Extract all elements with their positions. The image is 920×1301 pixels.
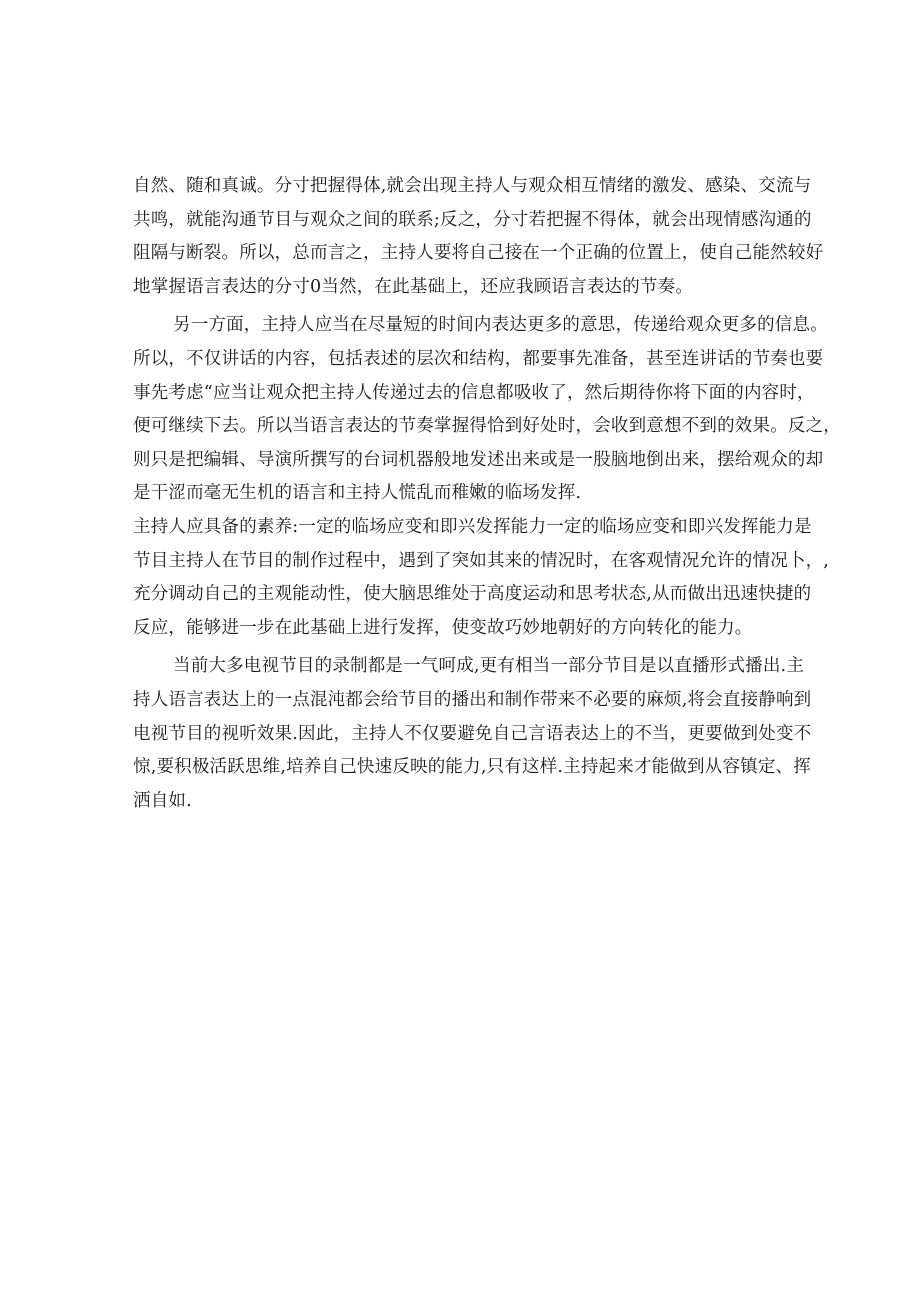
text-line: 反应，能够进一步在此基础上进行发挥，使变故巧妙地朝好的方向转化的能力。 bbox=[133, 617, 753, 638]
text-line: 节目主持人在节目的制作过程中，遇到了突如其来的情况时，在客观情况允许的情况卜，, bbox=[133, 550, 830, 571]
paragraph-3 bbox=[133, 511, 830, 645]
text-line: 惊,要积极活跃思维,培养自己快速反映的能力,只有这样.主持起来才能做到从容镇定、挥 bbox=[133, 757, 811, 778]
text-line: 电视节目的视听效果.因此，主持人不仅要避免自己言语表达上的不当，更要做到处变不 bbox=[133, 723, 812, 744]
text-line: 所以，不仅讲话的内容，包括表述的层次和结构，都要事先准备，甚至连讲话的节奏也要 bbox=[133, 348, 824, 369]
text-line: 阻隔与断裂。所以，总而言之，主持人要将自己接在一个正确的位置上，使自己能然较好 bbox=[133, 243, 824, 264]
text-line: 持人语言表达上的一点混沌都会给节目的播出和制作带来不必要的麻烦,将会直接静响到 bbox=[133, 689, 812, 710]
paragraph-4 bbox=[133, 650, 812, 818]
text-line: 当前大多电视节目的录制都是一气呵成,更有相当一部分节目是以直播形式播出.主 bbox=[173, 656, 805, 677]
text-line: 共鸣，就能沟通节目与观众之间的联系;反之，分寸若把握不得体，就会出现情感沟通的 bbox=[133, 209, 812, 230]
text-line: 洒自如. bbox=[133, 790, 192, 811]
paragraph-1 bbox=[133, 170, 824, 304]
text-line: 主持人应具备的素养:一定的临场应变和即兴发挥能力一定的临场应变和即兴发挥能力是 bbox=[133, 516, 812, 537]
text-line: 充分调动自己的主观能动性，使大脑思维处于高度运动和思考状态,从而做出迅速快捷的 bbox=[133, 584, 812, 605]
text-line: 便可继续下去。所以当语言表达的节奏掌握得恰到好处时，会收到意想不到的效果。反之， bbox=[133, 416, 841, 437]
text-line: 是干涩而毫无生机的语言和主持人慌乱而稚嫩的临场发挥. bbox=[133, 483, 582, 504]
text-line: 地掌握语言表达的分寸0当然，在此基础上，还应我顾语言表达的节奏。 bbox=[133, 276, 694, 297]
text-line: 自然、随和真诚。分寸把握得体,就会出现主持人与观众相互情绪的激发、感染、交流与 bbox=[133, 176, 812, 196]
document-body bbox=[133, 170, 841, 818]
text-line: 事先考虑“应当让观众把主持人传递过去的信息都吸收了，然后期待你将下面的内容时， bbox=[133, 382, 815, 403]
text-line: 则只是把编辑、导演所撰写的台词机器般地发述出来或是一股脑地倒出来，摆给观众的却 bbox=[133, 449, 824, 470]
text-line: 另一方面，主持人应当在尽量短的时间内表达更多的意思，传递给观众更多的信息。 bbox=[173, 315, 828, 336]
paragraph-2 bbox=[133, 309, 841, 511]
